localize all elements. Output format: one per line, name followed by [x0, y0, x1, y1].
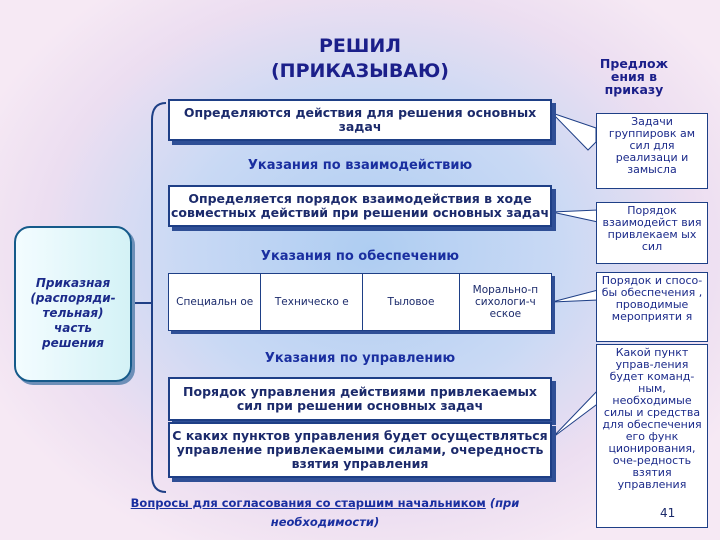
proposals-heading: Предлож ения в приказу — [599, 57, 669, 97]
card-line: тельная) — [42, 306, 104, 320]
order-part-card — [14, 226, 132, 382]
footer-italic-text-2: необходимости) — [270, 515, 380, 529]
card-line: Приказная — [35, 276, 111, 290]
card-line: (распоряди- — [30, 291, 116, 305]
callout-tasks: Задачи группировк ам сил для реализаци и замысла — [596, 113, 708, 189]
support-types-table — [168, 273, 552, 331]
footer-underlined-text: Вопросы для согласования со старшим начальником — [130, 496, 486, 510]
support-subhead: Указания по обеспечению — [260, 249, 460, 264]
control-order-box: Порядок управления действиями привлекаемых сил при решении основных задач — [168, 377, 552, 421]
support-special-cell: Специальн ое — [169, 274, 261, 331]
table-row — [169, 274, 552, 331]
control-points-box: С каких пунктов управления будет осуществляться управление привлекаемыми силами, очередность взятия управления — [168, 422, 552, 478]
card-line: часть — [54, 321, 92, 335]
title-line-1: РЕШИЛ — [318, 35, 402, 57]
footer-italic-text-1: (при — [489, 496, 520, 510]
card-line: решения — [41, 336, 104, 350]
callout-interaction: Порядок взаимодейст вия привлекаем ых сил — [596, 202, 708, 264]
interaction-box: Определяется порядок взаимодействия в ходе совместных действий при решении основных задач — [168, 185, 552, 227]
support-logistics-cell: Тыловое — [363, 274, 460, 331]
callout-support: Порядок и спосо-бы обеспечения , проводимые мероприяти я — [596, 272, 708, 342]
page-number: 41 — [660, 506, 676, 520]
callout-control: Какой пункт управ-ления будет команд-ным, необходимые силы и средства для обеспечения его функ ционирования, оче-редность взятия управления — [596, 344, 708, 528]
footer-note — [90, 494, 560, 532]
support-technical-cell: Техническо е — [261, 274, 363, 331]
title-line-2: (ПРИКАЗЫВАЮ) — [270, 60, 449, 82]
control-subhead: Указания по управлению — [264, 351, 456, 366]
interaction-subhead: Указания по взаимодействию — [247, 158, 473, 173]
main-tasks-box: Определяются действия для решения основных задач — [168, 99, 552, 141]
support-morale-cell: Морально-п сихологи-ч еское — [459, 274, 551, 331]
